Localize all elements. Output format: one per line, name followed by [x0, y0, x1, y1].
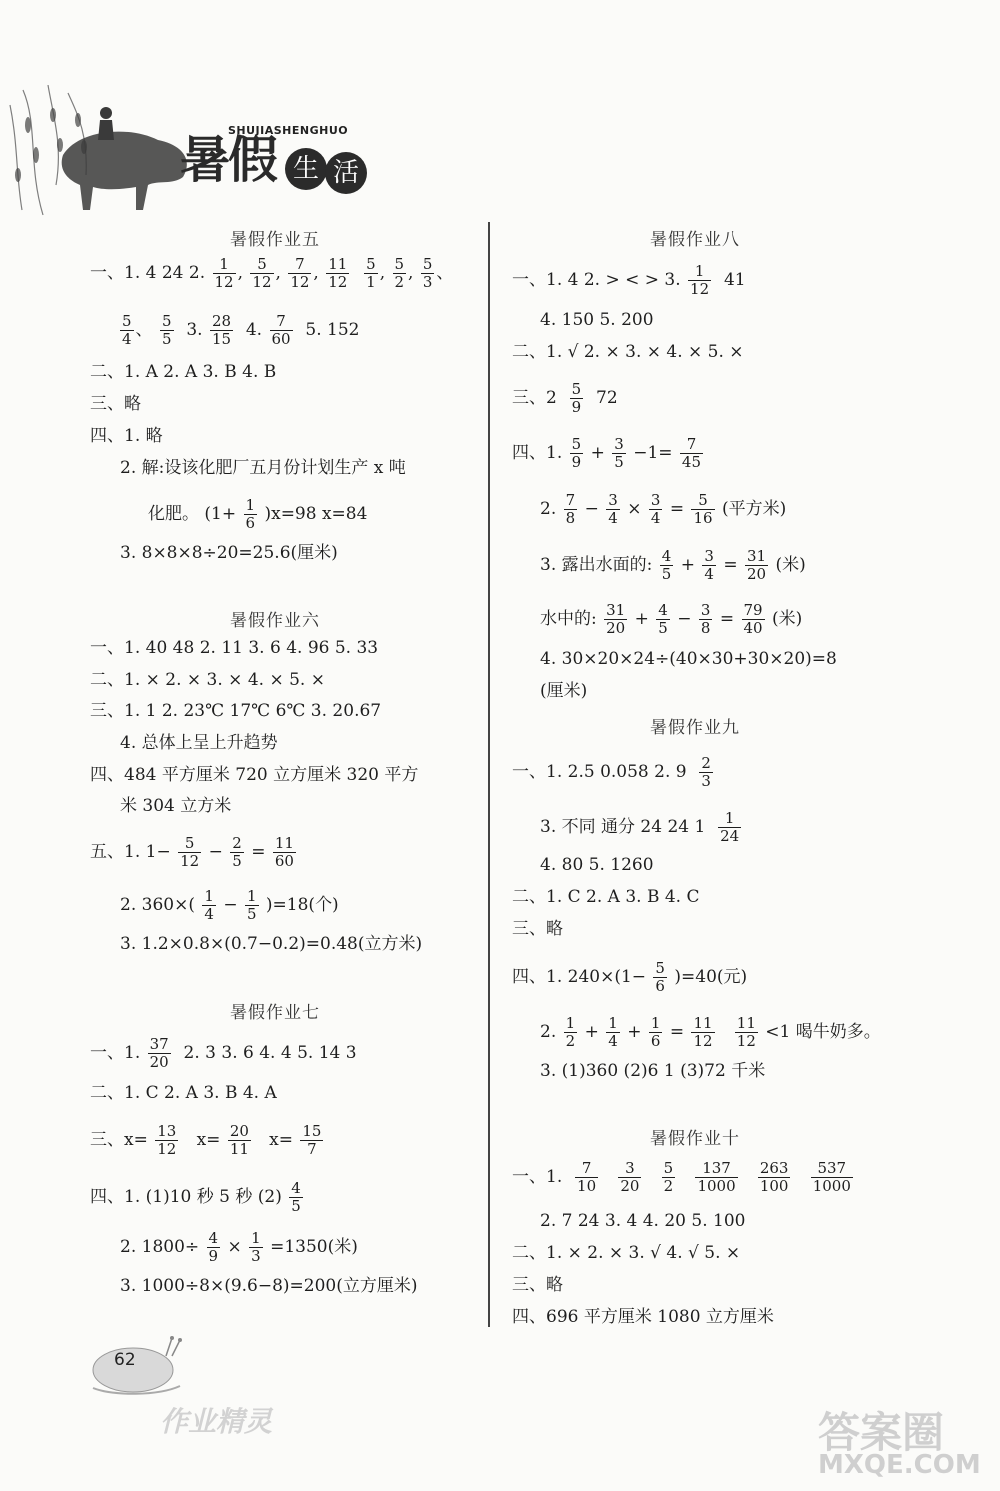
s9-line-1: 一、1. 2.5 0.058 2. 9 $\frac{2}{3}$ [512, 754, 711, 790]
section-title-9: 暑假作业九 [650, 718, 740, 738]
s6-line-2: 二、1. × 2. × 3. × 4. × 5. × [90, 670, 325, 690]
s9-line-3: 4. 80 5. 1260 [540, 855, 654, 875]
s5-line-7: 化肥。 (1+ $\frac{1}{6}$ )x=98 x=84 [148, 496, 368, 532]
s6-line-7: 五、1. 1− $\frac{5}{12}$ − $\frac{2}{5}$ = $\frac{11}{60}$ [90, 834, 294, 870]
s9-line-8: 3. (1)360 (2)6 1 (3)72 千米 [540, 1061, 766, 1081]
s7-line-4: 四、1. (1)10 秒 5 秒 (2) $\frac{4}{5}$ [90, 1179, 301, 1215]
s5-line-3: 二、1. A 2. A 3. B 4. B [90, 362, 277, 382]
s5-line-1: 一、1. 4 24 2. $\frac{1}{12}$ , $\frac{5}{12}$ , $\frac{7}{12}$ , $\frac{11}{12}$ $\frac{5}{1}$ , $\frac{5}{2}$ , $\frac{5}{3}$ 、 [90, 255, 454, 291]
s7-line-2: 二、1. C 2. A 3. B 4. A [90, 1083, 277, 1103]
s7-line-3: 三、x= $\frac{13}{12}$ x= $\frac{20}{11}$ x= $\frac{15}{7}$ [90, 1122, 322, 1158]
s5-line-8: 3. 8×8×8÷20=25.6(厘米) [120, 543, 338, 563]
watermark-right-logo: 答案圈 [818, 1408, 945, 1457]
s8-line-7: 3. 露出水面的: $\frac{4}{5}$ + $\frac{3}{4}$ = $\frac{31}{20}$ (米) [540, 547, 806, 583]
section-title-8: 暑假作业八 [650, 230, 740, 250]
header-illustration [8, 85, 208, 220]
section-title-5: 暑假作业五 [230, 230, 320, 250]
s6-line-5: 四、484 平方厘米 720 立方厘米 320 平方 [90, 765, 419, 785]
watermark-left: 作业精灵 [160, 1405, 273, 1438]
watermark-right-url: MXQE.COM [818, 1450, 981, 1480]
s6-line-8: 2. 360×( $\frac{1}{4}$ − $\frac{1}{5}$ )=18(个) [120, 887, 339, 923]
buffalo-shape [62, 132, 187, 210]
section-title-10: 暑假作业十 [650, 1129, 740, 1149]
page-number: 62 [114, 1350, 136, 1370]
s8-line-4: 三、2 $\frac{5}{9}$ 72 [512, 380, 618, 416]
s6-line-6: 米 304 立方米 [120, 796, 232, 816]
s10-line-1: 一、1. $\frac{7}{10}$ $\frac{3}{20}$ $\frac{5}{2}$ $\frac{137}{1000}$ $\frac{263}{100}$ $\frac{537}{1000}$ [512, 1159, 851, 1195]
s9-line-5: 三、略 [512, 919, 563, 939]
s6-line-9: 3. 1.2×0.8×(0.7−0.2)=0.48(立方米) [120, 934, 423, 954]
s8-line-5: 四、1. $\frac{5}{9}$ + $\frac{3}{5}$ −1= $\frac{7}{45}$ [512, 435, 702, 471]
s8-line-3: 二、1. √ 2. × 3. × 4. × 5. × [512, 342, 744, 362]
s10-line-4: 三、略 [512, 1275, 563, 1295]
s5-line-2: $\frac{5}{4}$ 、 $\frac{5}{5}$ 3. $\frac{28}{15}$ 4. $\frac{7}{60}$ 5. 152 [122, 312, 360, 348]
s8-line-6: 2. $\frac{7}{8}$ − $\frac{3}{4}$ × $\frac{3}{4}$ = $\frac{5}{16}$ (平方米) [540, 491, 787, 527]
s9-line-7: 2. $\frac{1}{2}$ + $\frac{1}{4}$ + $\frac{1}{6}$ = $\frac{11}{12}$ $\frac{11}{12}$ <1 喝牛奶多。 [540, 1014, 881, 1050]
brand-logo [180, 112, 420, 202]
brand-badge-sheng: 生 [285, 148, 327, 190]
s10-line-2: 2. 7 24 3. 4 4. 20 5. 100 [540, 1211, 746, 1231]
s5-line-4: 三、略 [90, 394, 141, 414]
s7-line-6: 3. 1000÷8×(9.6−8)=200(立方厘米) [120, 1276, 418, 1296]
section-title-7: 暑假作业七 [230, 1003, 320, 1023]
s7-line-5: 2. 1800÷ $\frac{4}{9}$ × $\frac{1}{3}$ =1350(米) [120, 1229, 358, 1265]
brand-badge-huo: 活 [325, 152, 367, 194]
s9-line-2: 3. 不同 通分 24 24 1 $\frac{1}{24}$ [540, 809, 740, 845]
s6-line-4: 4. 总体上呈上升趋势 [120, 733, 278, 753]
s5-line-6: 2. 解:设该化肥厂五月份计划生产 x 吨 [120, 458, 406, 478]
s8-line-9: 4. 30×20×24÷(40×30+30×20)=8 [540, 649, 837, 669]
s6-line-1: 一、1. 40 48 2. 11 3. 6 4. 96 5. 33 [90, 638, 379, 658]
s10-line-5: 四、696 平方厘米 1080 立方厘米 [512, 1307, 774, 1327]
s10-line-3: 二、1. × 2. × 3. √ 4. √ 5. × [512, 1243, 741, 1263]
page-number-badge [88, 1328, 183, 1398]
section-title-6: 暑假作业六 [230, 611, 320, 631]
brand-pinyin: SHUJIASHENGHUO [228, 124, 349, 137]
s8-line-2: 4. 150 5. 200 [540, 310, 654, 330]
s5-line-5: 四、1. 略 [90, 426, 163, 446]
s7-line-1: 一、1. $\frac{37}{20}$ 2. 3 3. 6 4. 4 5. 14 3 [90, 1035, 357, 1071]
s9-line-6: 四、1. 240×(1− $\frac{5}{6}$ )=40(元) [512, 959, 748, 995]
s6-line-3: 三、1. 1 2. 23℃ 17℃ 6℃ 3. 20.67 [90, 701, 382, 721]
s9-line-4: 二、1. C 2. A 3. B 4. C [512, 887, 700, 907]
column-divider [488, 222, 490, 1327]
s8-line-1: 一、1. 4 2. > < > 3. $\frac{1}{12}$ 41 [512, 262, 746, 298]
s8-line-10: (厘米) [540, 681, 588, 701]
brand-title: 暑假 [180, 130, 276, 189]
s8-line-8: 水中的: $\frac{31}{20}$ + $\frac{4}{5}$ − $\frac{3}{8}$ = $\frac{79}{40}$ (米) [540, 601, 803, 637]
